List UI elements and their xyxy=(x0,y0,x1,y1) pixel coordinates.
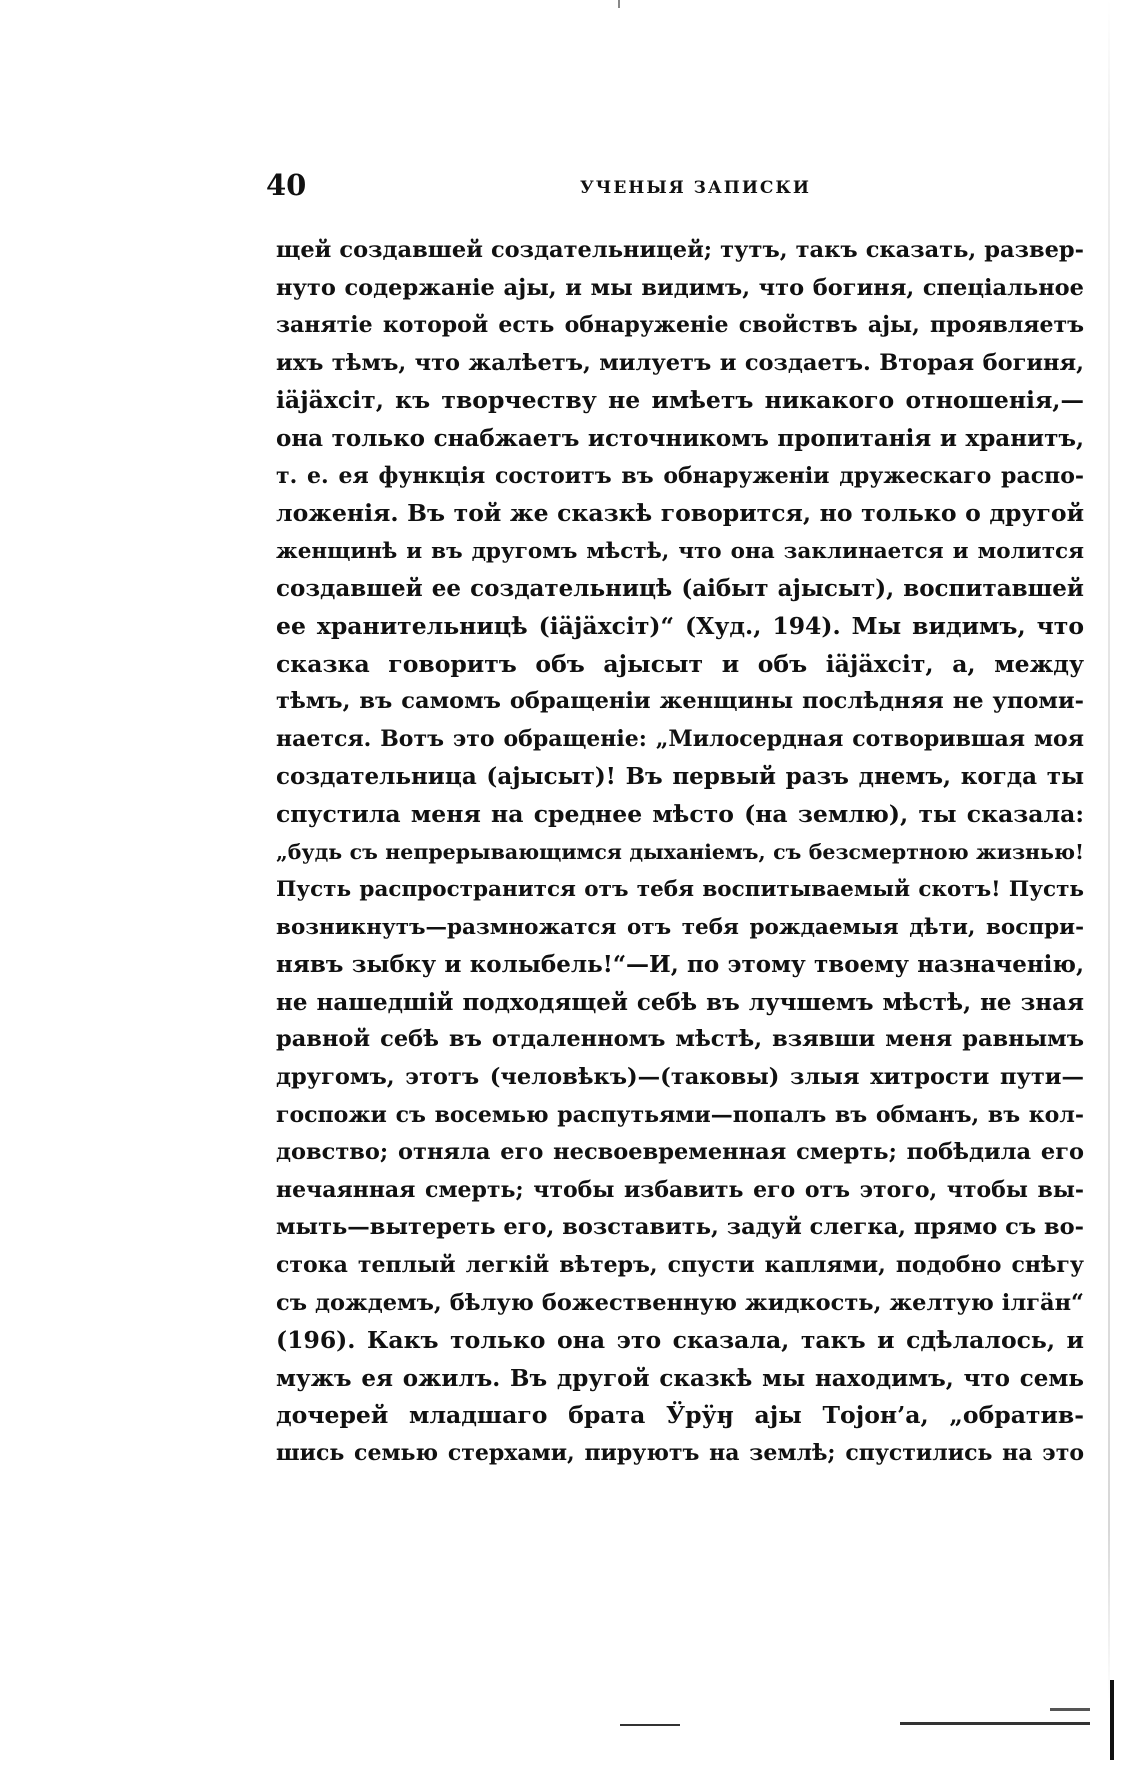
text-line: возникнутъ—размножатся отъ тебя рождаемыя дѣти, воспри- xyxy=(276,914,1084,940)
scan-artifact xyxy=(1050,1708,1090,1711)
text-line: нечаянная смерть; чтобы избавить его отъ этого, чтобы вы- xyxy=(276,1176,1084,1203)
text-line: равной себѣ въ отдаленномъ мѣстѣ, взявши меня равнымъ xyxy=(276,1026,1084,1053)
text-line: Пусть распространится отъ тебя воспитываемый скотъ! Пусть xyxy=(276,877,1084,903)
text-line: создавшей ее создательницѣ (аібыт ајысыт), воспитавшей xyxy=(276,575,1084,603)
text-line: женщинѣ и въ другомъ мѣстѣ, что она заклинается и молится xyxy=(276,538,1084,564)
body-text xyxy=(276,232,1084,1473)
text-line: мыть—вытереть его, возставить, задуй слегка, прямо съ во- xyxy=(276,1214,1084,1241)
text-line: съ дождемъ, бѣлую божественную жидкость, желтую ілгäн“ xyxy=(276,1289,1084,1316)
text-line: щей создавшей создательницей; тутъ, такъ сказать, развер- xyxy=(276,237,1084,263)
text-line: „будь съ непрерывающимся дыханіемъ, съ безсмертною жизнью! xyxy=(276,839,1084,864)
page-number: 40 xyxy=(266,168,307,202)
text-line: шись семью стерхами, пируютъ на землѣ; спустились на это xyxy=(276,1440,1084,1466)
text-line: она только снабжаетъ источникомъ пропитанія и хранитъ, xyxy=(276,424,1084,452)
text-line: нается. Вотъ это обращеніе: „Милосердная сотворившая моя xyxy=(276,725,1084,752)
text-line: создательница (ајысыт)! Въ первый разъ днемъ, когда ты xyxy=(276,763,1084,791)
text-line: спустила меня на среднее мѣсто (на землю), ты сказала: xyxy=(276,799,1084,828)
scan-artifact xyxy=(1110,1680,1114,1760)
text-line: нуто содержаніе ајы, и мы видимъ, что богиня, спеціальное xyxy=(276,274,1084,301)
text-line: (196). Какъ только она это сказала, такъ и сдѣлалось, и xyxy=(276,1326,1084,1355)
scan-artifact xyxy=(900,1722,1090,1725)
text-line: мужъ ея ожилъ. Въ другой сказкѣ мы находимъ, что семь xyxy=(276,1364,1084,1392)
text-line: нявъ зыбку и колыбель!“—И, по этому твоему назначенію, xyxy=(276,951,1084,979)
scan-artifact xyxy=(620,1724,680,1726)
text-line: стока теплый легкій вѣтеръ, спусти каплями, подобно снѣгу xyxy=(276,1252,1084,1279)
text-line: сказка говоритъ объ ајысыт и объ іäјäхсіт, а, между xyxy=(276,649,1084,678)
text-line: т. е. ея функція состоитъ въ обнаруженіи дружескаго распо- xyxy=(276,462,1084,489)
text-line: тѣмъ, въ самомъ обращеніи женщины послѣдняя не упоми- xyxy=(276,688,1084,715)
text-line: іäјäхсіт, къ творчеству не имѣетъ никакого отношенія,— xyxy=(276,386,1084,415)
text-line: не нашедшій подходящей себѣ въ лучшемъ мѣстѣ, не зная xyxy=(276,988,1084,1016)
text-line: ихъ тѣмъ, что жалѣетъ, милуетъ и создаетъ. Вторая богиня, xyxy=(276,349,1084,376)
text-line: госпожи съ восемью распутьями—попалъ въ обманъ, въ кол- xyxy=(276,1101,1084,1128)
text-line: занятіе которой есть обнаруженіе свойствъ ајы, проявляетъ xyxy=(276,312,1084,339)
text-line: ее хранительницѣ (іäјäхсіт)“ (Худ., 194). Мы видимъ, что xyxy=(276,611,1084,640)
text-line: дочерей младшаго брата Ӱрӱӈ ајы Тојон’а, „обратив- xyxy=(276,1401,1084,1430)
running-head: УЧЕНЫЯ ЗАПИСКИ xyxy=(580,178,811,198)
text-line: довство; отняла его несвоевременная смерть; побѣдила его xyxy=(276,1139,1084,1166)
scan-speck xyxy=(618,0,620,8)
text-line: другомъ, этотъ (человѣкъ)—(таковы) злыя хитрости пути— xyxy=(276,1064,1084,1091)
scan-edge-shadow xyxy=(1108,0,1110,1700)
text-line: ложенія. Въ той же сказкѣ говорится, но только о другой xyxy=(276,499,1084,528)
